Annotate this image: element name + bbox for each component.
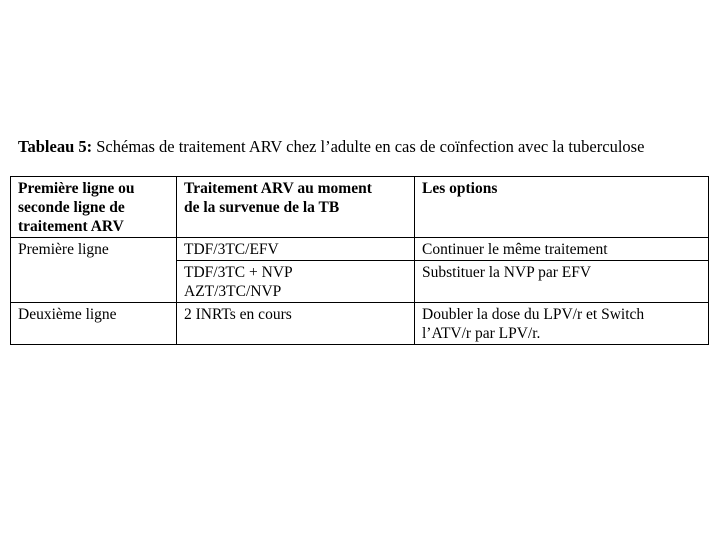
header-text: traitement ARV — [18, 218, 124, 235]
cell-line-second: Deuxième ligne — [11, 303, 177, 345]
cell-text: Substituer la NVP par EFV — [422, 264, 592, 281]
cell-treatment — [177, 303, 415, 345]
cell-text: Continuer le même traitement — [422, 241, 608, 258]
table-header-row — [11, 177, 709, 238]
header-text: de la survenue de la TB — [184, 199, 340, 216]
header-text: Première ligne ou — [18, 180, 135, 197]
cell-option — [415, 238, 709, 261]
cell-option — [415, 261, 709, 303]
header-text: Les options — [422, 180, 498, 197]
table-caption-text: Schémas de traitement ARV chez l’adulte en cas de coïnfection avec la tuberculose — [92, 137, 645, 156]
cell-text: AZT/3TC/NVP — [184, 283, 282, 300]
cell-option — [415, 303, 709, 345]
table-caption-label: Tableau 5: — [18, 137, 93, 156]
cell-text: Doubler la dose du LPV/r et Switch — [422, 306, 645, 323]
header-line-of-treatment — [11, 177, 177, 238]
arv-treatment-table — [10, 176, 709, 345]
cell-text: TDF/3TC + NVP — [184, 264, 293, 281]
table-row — [11, 303, 709, 345]
cell-text: l’ATV/r par LPV/r. — [422, 325, 541, 342]
cell-treatment — [177, 261, 415, 303]
cell-treatment — [177, 238, 415, 261]
cell-line-first: Première ligne — [11, 238, 177, 303]
header-current-treatment — [177, 177, 415, 238]
header-text: Traitement ARV au moment — [184, 180, 372, 197]
table-row — [11, 238, 709, 261]
header-options — [415, 177, 709, 238]
cell-text: 2 INRTs en cours — [184, 306, 292, 323]
header-text: seconde ligne de — [18, 199, 125, 216]
table-caption — [18, 137, 708, 157]
cell-text: TDF/3TC/EFV — [184, 241, 279, 258]
